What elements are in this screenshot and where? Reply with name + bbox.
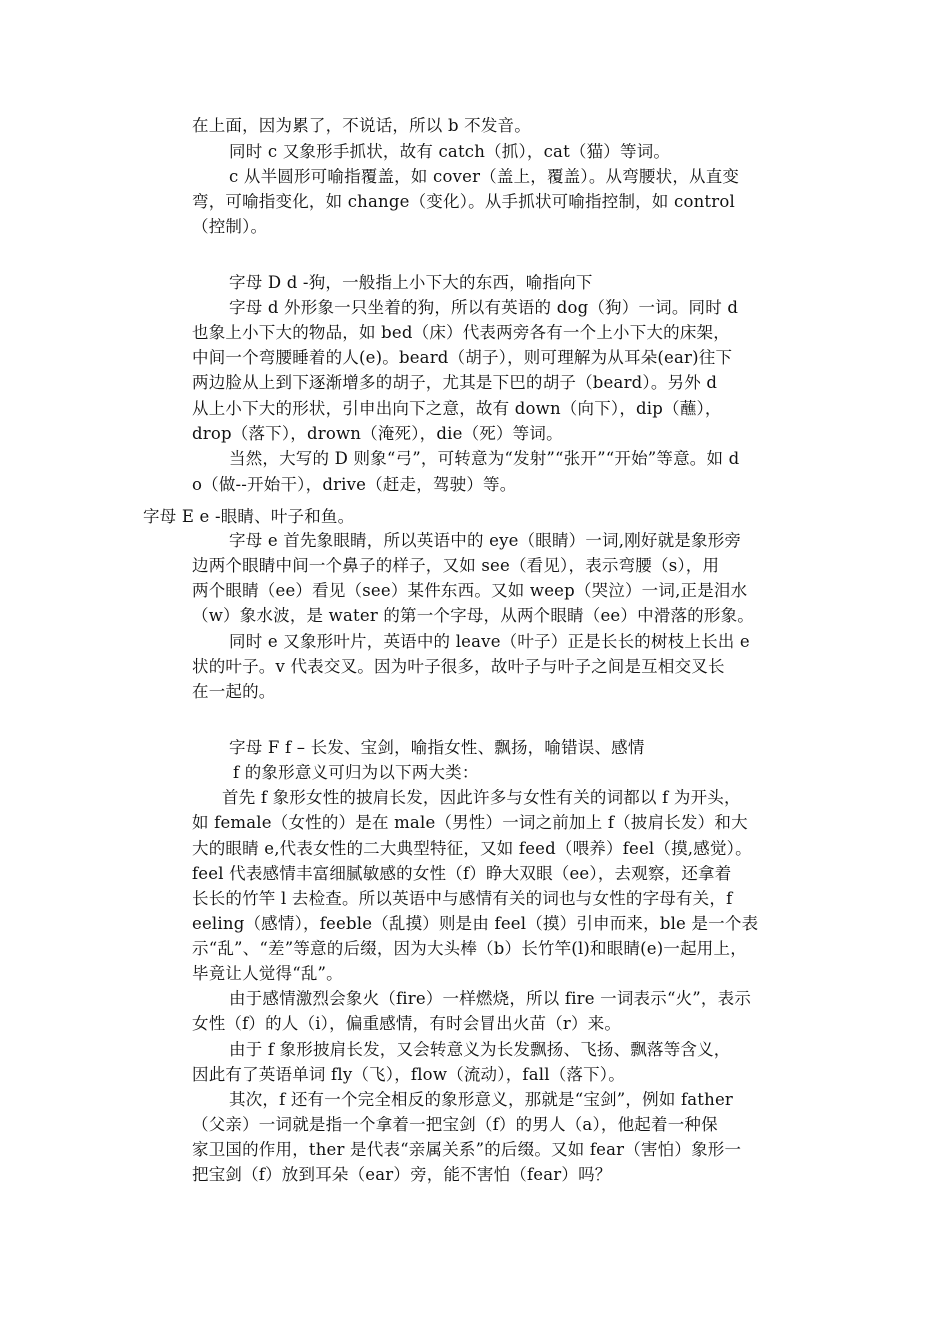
text-line: 首先 f 象形女性的披肩长发，因此许多与女性有关的词都以 f 为开头， [222,788,741,807]
text-line: 如 female（女性的）是在 male（男性）一词之前加上 f（披肩长发）和大 [192,813,748,832]
text-line: drop（落下），drown（淹死），die（死）等词。 [192,424,563,443]
text-line: c 从半圆形可喻指覆盖，如 cover（盖上，覆盖）。从弯腰状，从直变 [229,167,740,186]
text-line: f 的象形意义可归为以下两大类： [233,763,479,782]
text-line: o（做--开始干），drive（赶走，驾驶）等。 [192,475,517,494]
text-line: 由于感情激烈会象火（fire）一样燃烧，所以 fire 一词表示“火”，表示 [229,989,752,1008]
text-line: 中间一个弯腰睡着的人(e)。beard（胡子），则可理解为从耳朵(ear)往下 [192,348,733,367]
text-line: 在上面，因为累了，不说话，所以 b 不发音。 [192,116,531,135]
text-line: 两边脸从上到下逐渐增多的胡子，尤其是下巴的胡子（beard）。另外 d [192,373,718,392]
text-line: 其次，f 还有一个完全相反的象形意义，那就是“宝剑”，例如 father [229,1090,734,1109]
text-line: 字母 e 首先象眼睛，所以英语中的 eye（眼睛）一词,刚好就是象形旁 [229,531,742,550]
section-heading-e: 字母 E e -眼睛、叶子和鱼。 [143,507,355,526]
section-heading-d: 字母 D d -狗，一般指上小下大的东西，喻指向下 [229,273,593,292]
text-line: 因此有了英语单词 fly（飞），flow（流动），fall（落下）。 [192,1065,625,1084]
text-line: 把宝剑（f）放到耳朵（ear）旁，能不害怕（fear）吗？ [192,1165,612,1184]
text-line: 家卫国的作用，ther 是代表“亲属关系”的后缀。又如 fear（害怕）象形一 [192,1140,742,1159]
text-line: 当然，大写的 D 则象“弓”，可转意为“发射”“张开”“开始”等意。如 d [229,449,740,468]
text-line: 字母 d 外形象一只坐着的狗，所以有英语的 dog（狗）一词。同时 d [229,298,739,317]
text-line: 同时 c 又象形手抓状，故有 catch（抓），cat（猫）等词。 [229,142,671,161]
text-line: 在一起的。 [192,682,276,701]
text-line: 边两个眼睛中间一个鼻子的样子，又如 see（看见），表示弯腰（s），用 [192,556,720,575]
text-line: 毕竟让人觉得“乱”。 [192,964,343,983]
text-line: 同时 e 又象形叶片，英语中的 leave（叶子）正是长长的树枝上长出 e [229,632,750,651]
text-line: 女性（f）的人（i），偏重感情，有时会冒出火苗（r）来。 [192,1014,622,1033]
text-line: 弯，可喻指变化，如 change（变化）。从手抓状可喻指控制，如 control [192,192,735,211]
section-heading-f: 字母 F f – 长发、宝剑，喻指女性、飘扬，喻错误、感情 [229,738,645,757]
text-line: （控制）。 [192,217,268,236]
text-line: feel 代表感情丰富细腻敏感的女性（f）睁大双眼（ee），去观察，还拿着 [192,864,732,883]
text-line: 也象上小下大的物品，如 bed（床）代表两旁各有一个上小下大的床架， [192,323,730,342]
text-line: 从上小下大的形状，引申出向下之意，故有 down（向下），dip（蘸）， [192,399,722,418]
text-line: （w）象水波，是 water 的第一个字母，从两个眼睛（ee）中滑落的形象。 [192,606,754,625]
text-line: （父亲）一词就是指一个拿着一把宝剑（f）的男人（a），他起着一种保 [192,1115,718,1134]
text-line: 大的眼睛 e,代表女性的二大典型特征，又如 feed（喂养）feel（摸,感觉）。 [192,839,752,858]
text-line: 两个眼睛（ee）看见（see）某件东西。又如 weep（哭泣）一词,正是泪水 [192,581,748,600]
text-line: eeling（感情），feeble（乱摸）则是由 feel（摸）引申而来，ble 是一个表 [192,914,759,933]
text-line: 示“乱”、“差”等意的后缀，因为大头棒（b）长竹竿(l)和眼睛(e)一起用上， [192,939,747,958]
text-line: 状的叶子。v 代表交叉。因为叶子很多，故叶子与叶子之间是互相交叉长 [192,657,725,676]
text-line: 由于 f 象形披肩长发，又会转意义为长发飘扬、飞扬、飘落等含义， [229,1040,731,1059]
text-line: 长长的竹竿 l 去检查。所以英语中与感情有关的词也与女性的字母有关，f [192,889,733,908]
